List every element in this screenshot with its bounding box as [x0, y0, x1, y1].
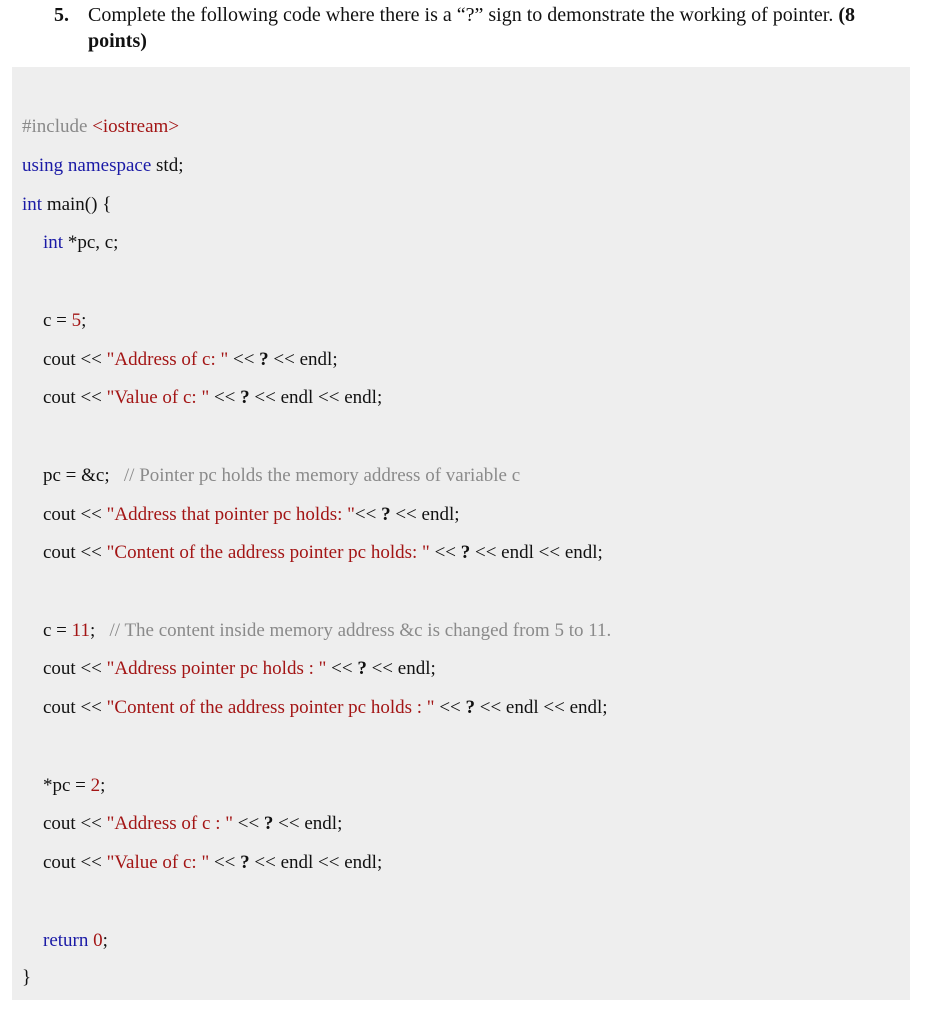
code-block	[12, 67, 910, 1000]
blank-marker: ?	[240, 387, 250, 408]
code-text: << endl;	[390, 504, 460, 525]
main-rest: main() {	[42, 194, 112, 215]
code-string: "Address that pointer pc holds: "	[106, 504, 355, 525]
code-text: ;	[81, 310, 87, 331]
code-text: << endl;	[366, 658, 436, 679]
code-text: <<	[209, 387, 241, 408]
code-line-main	[22, 193, 111, 217]
code-text: cout <<	[43, 542, 107, 563]
code-text: ;	[89, 620, 110, 641]
main-keyword: int	[22, 194, 43, 215]
code-line-declaration	[43, 231, 118, 255]
blank-marker: ?	[259, 349, 269, 370]
code-text: ;	[100, 775, 106, 796]
code-text: <<	[232, 813, 264, 834]
code-text: pc = &c;	[43, 465, 124, 486]
code-text: cout <<	[43, 813, 107, 834]
code-text: << endl << endl;	[249, 852, 383, 873]
closing-brace: }	[22, 967, 32, 988]
code-number: 2	[90, 775, 101, 796]
code-text: cout <<	[43, 349, 107, 370]
code-text: << endl << endl;	[249, 387, 383, 408]
code-text: cout <<	[43, 852, 107, 873]
blank-marker: ?	[357, 658, 367, 679]
include-directive: #include	[22, 116, 88, 137]
decl-keyword: int	[43, 232, 64, 253]
code-text: cout <<	[43, 658, 107, 679]
code-text: ;	[102, 930, 108, 951]
code-string: "Content of the address pointer pc holds : "	[106, 697, 435, 718]
blank-marker: ?	[460, 542, 471, 563]
code-text: cout <<	[43, 697, 107, 718]
code-number: 0	[93, 930, 103, 951]
blank-marker: ?	[465, 697, 475, 718]
code-text: << endl;	[273, 813, 343, 834]
code-line-cout-address-c	[43, 348, 338, 372]
code-line-assign-pc	[43, 464, 520, 488]
return-keyword: return	[43, 930, 89, 951]
code-line-deref-assign	[43, 774, 105, 798]
question-prompt: Complete the following code where there is a “?” sign to demonstrate the working of pointer.	[88, 4, 834, 26]
blank-marker: ?	[240, 852, 250, 873]
code-text: *pc =	[43, 775, 91, 796]
code-line-include	[22, 115, 179, 139]
code-text: <<	[209, 852, 241, 873]
code-line-using	[22, 154, 183, 178]
code-text: cout <<	[43, 387, 107, 408]
code-line-cout-address-c-2	[43, 812, 342, 836]
code-line-cout-pc-content	[43, 541, 603, 565]
code-text: << endl;	[268, 349, 338, 370]
code-text: <<	[228, 349, 260, 370]
code-line-cout-value-c	[43, 386, 382, 410]
code-text: << endl << endl;	[470, 542, 603, 563]
using-rest: std;	[151, 155, 184, 176]
blank-marker: ?	[381, 504, 391, 525]
code-string: "Value of c: "	[106, 852, 210, 873]
code-text: <<	[326, 658, 358, 679]
code-line-cout-value-c-2	[43, 851, 382, 875]
code-string: "Address of c: "	[106, 349, 229, 370]
code-text: <<	[429, 542, 461, 563]
code-string: "Value of c: "	[106, 387, 210, 408]
question-text	[88, 2, 888, 54]
code-string: "Content of the address pointer pc holds: "	[106, 542, 430, 563]
code-text: <<	[434, 697, 466, 718]
decl-rest: *pc, c;	[63, 232, 119, 253]
blank-marker: ?	[263, 813, 274, 834]
code-number: 11	[71, 620, 90, 641]
code-string: "Address pointer pc holds : "	[106, 658, 327, 679]
code-text: cout <<	[43, 504, 107, 525]
code-number: 5	[71, 310, 82, 331]
include-header: <iostream>	[92, 116, 180, 137]
code-comment: // The content inside memory address &c is changed from 5 to 11.	[109, 620, 612, 641]
code-text: <<	[354, 504, 382, 525]
question-number: 5.	[54, 4, 69, 26]
code-line-cout-pc-content-2	[43, 696, 608, 720]
code-line-assign-c-11	[43, 619, 611, 643]
code-line-cout-pc-holds	[43, 657, 436, 681]
code-text: << endl << endl;	[475, 697, 608, 718]
code-text: c =	[43, 310, 72, 331]
code-comment: // Pointer pc holds the memory address of variable c	[123, 465, 521, 486]
code-line-close-brace	[22, 966, 31, 990]
code-line-cout-pc-address	[43, 503, 460, 527]
code-string: "Address of c : "	[106, 813, 233, 834]
code-text: c =	[43, 620, 72, 641]
code-line-return	[43, 929, 108, 953]
question-points: (8 points)	[88, 4, 856, 52]
code-line-assign-c	[43, 309, 86, 333]
using-keyword: using namespace	[22, 155, 152, 176]
